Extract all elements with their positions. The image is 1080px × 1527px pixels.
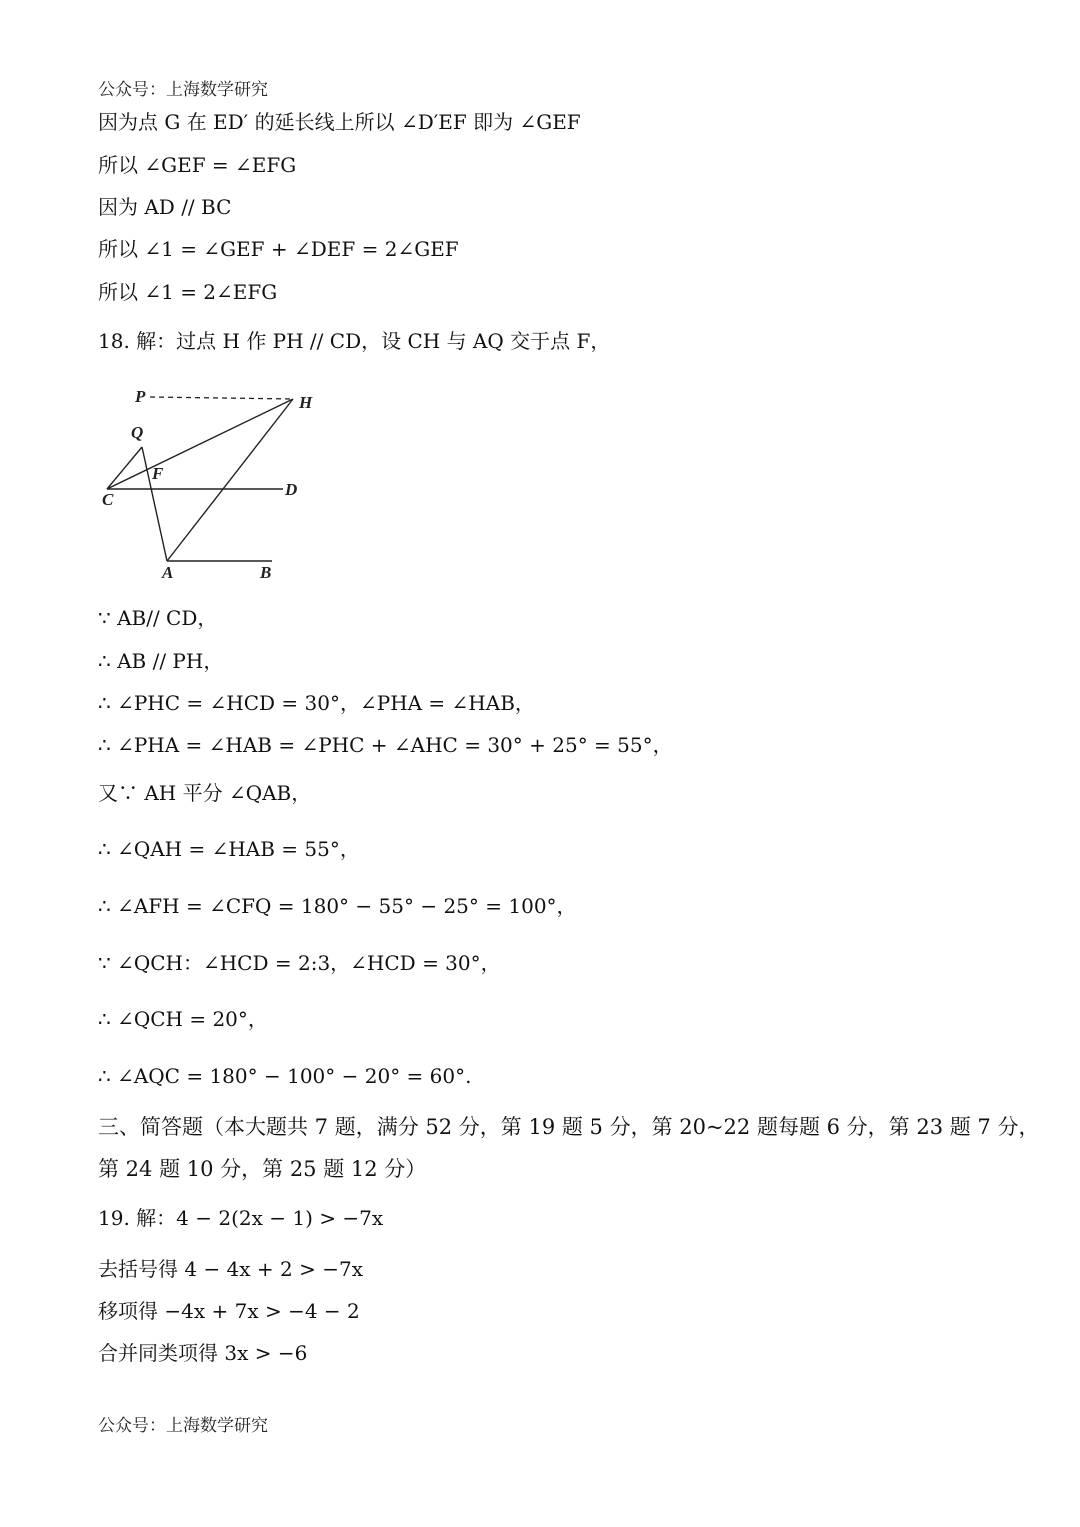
q18-step: ∵ AB// CD，: [98, 606, 218, 630]
solution-line: 因为 AD // BC: [98, 195, 232, 219]
q19-step: 去括号得 4 − 4x + 2 > −7x: [98, 1257, 363, 1281]
q18-intro: 18. 解：过点 H 作 PH // CD，设 CH 与 AQ 交于点 F，: [98, 329, 611, 353]
label-a: A: [162, 563, 174, 582]
label-p: P: [135, 387, 146, 406]
label-f: F: [152, 464, 164, 483]
label-c: C: [102, 490, 114, 509]
watermark-top: 公众号：上海数学研究: [98, 80, 268, 100]
label-b: B: [260, 563, 272, 582]
q18-step: ∴ ∠AQC = 180° − 100° − 20° = 60°.: [98, 1064, 472, 1088]
q18-step: ∴ ∠QCH = 20°，: [98, 1007, 268, 1031]
q18-step: ∴ ∠PHA = ∠HAB = ∠PHC + ∠AHC = 30° + 25° = 55°，: [98, 733, 673, 757]
label-d: D: [285, 480, 298, 499]
label-q: Q: [131, 423, 144, 442]
label-h: H: [299, 393, 313, 412]
q18-step: ∴ ∠PHC = ∠HCD = 30°，∠PHA = ∠HAB，: [98, 691, 535, 715]
section-heading: 三、简答题（本大题共 7 题，满分 52 分，第 19 题 5 分，第 20~22 题每题 6 分，第 23 题 7 分，: [98, 1115, 1040, 1139]
q18-step: ∴ AB // PH，: [98, 649, 224, 673]
geometry-figure: [95, 378, 335, 588]
solution-line: 因为点 G 在 ED′ 的延长线上所以 ∠D′EF 即为 ∠GEF: [98, 110, 581, 134]
solution-line: 所以 ∠1 = ∠GEF + ∠DEF = 2∠GEF: [98, 237, 459, 261]
q19-step: 移项得 −4x + 7x > −4 − 2: [98, 1299, 360, 1323]
solution-line: 所以 ∠1 = 2∠EFG: [98, 280, 278, 304]
line-ph-dashed: [150, 397, 293, 399]
q18-step: ∵ ∠QCH：∠HCD = 2:3，∠HCD = 30°，: [98, 951, 501, 975]
solution-line: 所以 ∠GEF = ∠EFG: [98, 153, 297, 177]
section-heading-cont: 第 24 题 10 分，第 25 题 12 分）: [98, 1157, 427, 1181]
segment-ch: [107, 399, 293, 489]
segment-ah: [167, 399, 293, 561]
watermark-bottom: 公众号：上海数学研究: [98, 1416, 268, 1436]
q18-step: 又∵ AH 平分 ∠QAB，: [98, 781, 312, 805]
q18-step: ∴ ∠QAH = ∠HAB = 55°，: [98, 837, 360, 861]
q19-step: 合并同类项得 3x > −6: [98, 1341, 308, 1365]
q18-step: ∴ ∠AFH = ∠CFQ = 180° − 55° − 25° = 100°，: [98, 894, 577, 918]
q19-intro: 19. 解：4 − 2(2x − 1) > −7x: [98, 1206, 384, 1230]
segment-cq: [107, 447, 142, 489]
